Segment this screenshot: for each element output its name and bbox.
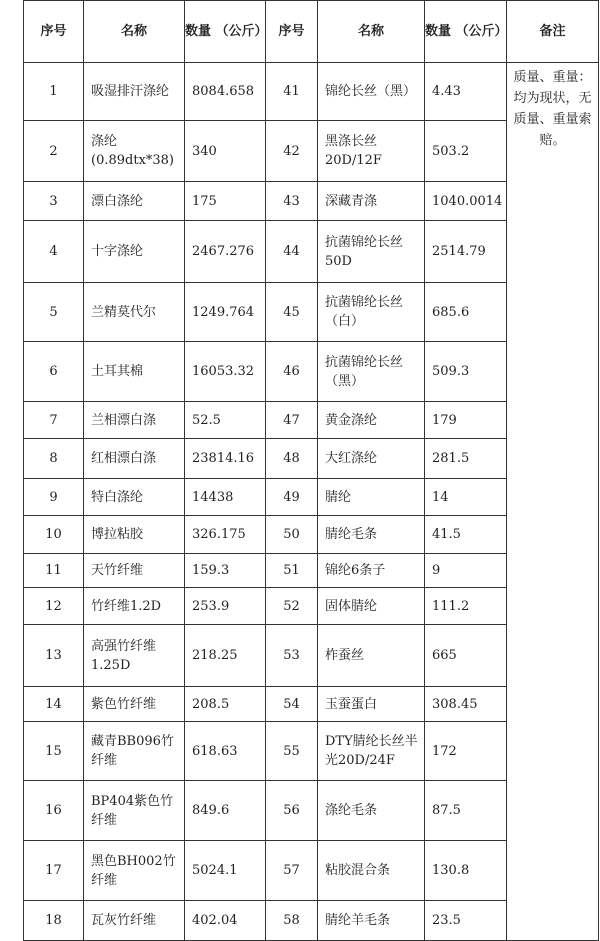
row-qty-left: 253.9 — [185, 588, 266, 625]
row-seq-left: 7 — [24, 402, 84, 439]
note-cell: 质量、重量：均为现状，无质量、重量索赔。 — [507, 63, 599, 941]
row-name-right: 腈纶羊毛条 — [318, 901, 425, 941]
row-seq-left: 12 — [24, 588, 84, 625]
row-qty-left: 326.175 — [185, 516, 266, 554]
row-qty-right: 308.45 — [425, 687, 507, 722]
row-name-left: 竹纤维1.2D — [84, 588, 185, 625]
row-seq-right: 58 — [266, 901, 318, 941]
row-name-left: BP404紫色竹纤维 — [84, 781, 185, 841]
row-name-right: 大红涤纶 — [318, 439, 425, 479]
row-qty-right: 4.43 — [425, 63, 507, 121]
table-body — [24, 63, 599, 941]
row-qty-left: 340 — [185, 121, 266, 182]
row-seq-right: 57 — [266, 841, 318, 901]
row-seq-right: 49 — [266, 479, 318, 516]
row-qty-left: 23814.16 — [185, 439, 266, 479]
row-seq-left: 1 — [24, 63, 84, 121]
row-seq-left: 3 — [24, 182, 84, 221]
row-seq-right: 51 — [266, 554, 318, 588]
row-seq-right: 41 — [266, 63, 318, 121]
row-qty-left: 5024.1 — [185, 841, 266, 901]
row-qty-right: 665 — [425, 625, 507, 687]
row-seq-right: 50 — [266, 516, 318, 554]
row-name-right: 深藏青涤 — [318, 182, 425, 221]
row-qty-right: 130.8 — [425, 841, 507, 901]
row-seq-right: 52 — [266, 588, 318, 625]
row-name-right: 抗菌锦纶长丝 50D — [318, 221, 425, 283]
row-qty-left: 208.5 — [185, 687, 266, 722]
row-seq-right: 47 — [266, 402, 318, 439]
row-qty-right: 281.5 — [425, 439, 507, 479]
row-seq-left: 6 — [24, 342, 84, 402]
row-seq-right: 43 — [266, 182, 318, 221]
row-name-right: 锦纶长丝（黑） — [318, 63, 425, 121]
header-qty-2: 数量 （公斤） — [425, 1, 507, 63]
row-name-right: 腈纶毛条 — [318, 516, 425, 554]
row-seq-left: 9 — [24, 479, 84, 516]
row-seq-right: 54 — [266, 687, 318, 722]
row-name-right: 腈纶 — [318, 479, 425, 516]
row-qty-right: 23.5 — [425, 901, 507, 941]
row-name-left: 红相漂白涤 — [84, 439, 185, 479]
row-qty-left: 849.6 — [185, 781, 266, 841]
row-qty-right: 87.5 — [425, 781, 507, 841]
row-seq-right: 56 — [266, 781, 318, 841]
header-note: 备注 — [507, 1, 599, 63]
row-qty-left: 52.5 — [185, 402, 266, 439]
row-qty-left: 14438 — [185, 479, 266, 516]
header-name-2: 名称 — [318, 1, 425, 63]
row-name-right: 抗菌锦纶长丝（白） — [318, 283, 425, 342]
row-name-left: 天竹纤维 — [84, 554, 185, 588]
row-qty-right: 503.2 — [425, 121, 507, 182]
row-seq-left: 10 — [24, 516, 84, 554]
row-name-left: 博拉粘胶 — [84, 516, 185, 554]
row-name-left: 高强竹纤维 1.25D — [84, 625, 185, 687]
row-qty-left: 16053.32 — [185, 342, 266, 402]
row-name-right: 涤纶毛条 — [318, 781, 425, 841]
row-name-left: 漂白涤纶 — [84, 182, 185, 221]
row-qty-right: 2514.79 — [425, 221, 507, 283]
row-name-left: 黑色BH002竹纤维 — [84, 841, 185, 901]
row-seq-left: 14 — [24, 687, 84, 722]
row-name-left: 兰相漂白涤 — [84, 402, 185, 439]
row-name-right: 黑涤长丝 20D/12F — [318, 121, 425, 182]
row-qty-right: 179 — [425, 402, 507, 439]
row-qty-left: 1249.764 — [185, 283, 266, 342]
row-seq-left: 15 — [24, 722, 84, 781]
row-qty-right: 111.2 — [425, 588, 507, 625]
row-name-left: 特白涤纶 — [84, 479, 185, 516]
row-seq-left: 17 — [24, 841, 84, 901]
row-name-left: 瓦灰竹纤维 — [84, 901, 185, 941]
row-name-left: 土耳其棉 — [84, 342, 185, 402]
table-row — [24, 63, 599, 121]
header-row — [24, 1, 599, 63]
row-seq-right: 45 — [266, 283, 318, 342]
row-name-right: DTY腈纶长丝半光20D/24F — [318, 722, 425, 781]
row-qty-right: 685.6 — [425, 283, 507, 342]
row-seq-left: 5 — [24, 283, 84, 342]
row-seq-right: 53 — [266, 625, 318, 687]
header-seq-1: 序号 — [24, 1, 84, 63]
header-seq-2: 序号 — [266, 1, 318, 63]
row-name-right: 抗菌锦纶长丝（黑） — [318, 342, 425, 402]
row-name-left: 紫色竹纤维 — [84, 687, 185, 722]
row-qty-left: 159.3 — [185, 554, 266, 588]
row-qty-left: 175 — [185, 182, 266, 221]
row-name-left: 十字涤纶 — [84, 221, 185, 283]
row-name-left: 藏青BB096竹纤维 — [84, 722, 185, 781]
row-seq-left: 13 — [24, 625, 84, 687]
row-name-right: 玉蚕蛋白 — [318, 687, 425, 722]
row-qty-left: 2467.276 — [185, 221, 266, 283]
row-seq-left: 16 — [24, 781, 84, 841]
row-seq-left: 8 — [24, 439, 84, 479]
row-name-right: 固体腈纶 — [318, 588, 425, 625]
row-qty-right: 14 — [425, 479, 507, 516]
row-name-left: 兰精莫代尔 — [84, 283, 185, 342]
row-name-right: 锦纶6条子 — [318, 554, 425, 588]
inventory-table — [23, 0, 599, 941]
row-name-right: 柞蚕丝 — [318, 625, 425, 687]
row-seq-right: 42 — [266, 121, 318, 182]
row-qty-right: 172 — [425, 722, 507, 781]
row-seq-left: 2 — [24, 121, 84, 182]
row-name-left: 吸湿排汗涤纶 — [84, 63, 185, 121]
row-qty-right: 1040.0014 — [425, 182, 507, 221]
row-qty-right: 509.3 — [425, 342, 507, 402]
row-qty-right: 9 — [425, 554, 507, 588]
row-seq-right: 55 — [266, 722, 318, 781]
row-seq-left: 18 — [24, 901, 84, 941]
row-seq-right: 46 — [266, 342, 318, 402]
header-name-1: 名称 — [84, 1, 185, 63]
row-qty-left: 218.25 — [185, 625, 266, 687]
row-qty-left: 618.63 — [185, 722, 266, 781]
row-qty-left: 8084.658 — [185, 63, 266, 121]
row-seq-left: 4 — [24, 221, 84, 283]
row-name-left: 涤纶 (0.89dtx*38) — [84, 121, 185, 182]
row-seq-right: 44 — [266, 221, 318, 283]
header-qty-1: 数量 （公斤） — [185, 1, 266, 63]
row-qty-right: 41.5 — [425, 516, 507, 554]
row-name-right: 黄金涤纶 — [318, 402, 425, 439]
row-seq-left: 11 — [24, 554, 84, 588]
row-name-right: 粘胶混合条 — [318, 841, 425, 901]
row-seq-right: 48 — [266, 439, 318, 479]
row-qty-left: 402.04 — [185, 901, 266, 941]
